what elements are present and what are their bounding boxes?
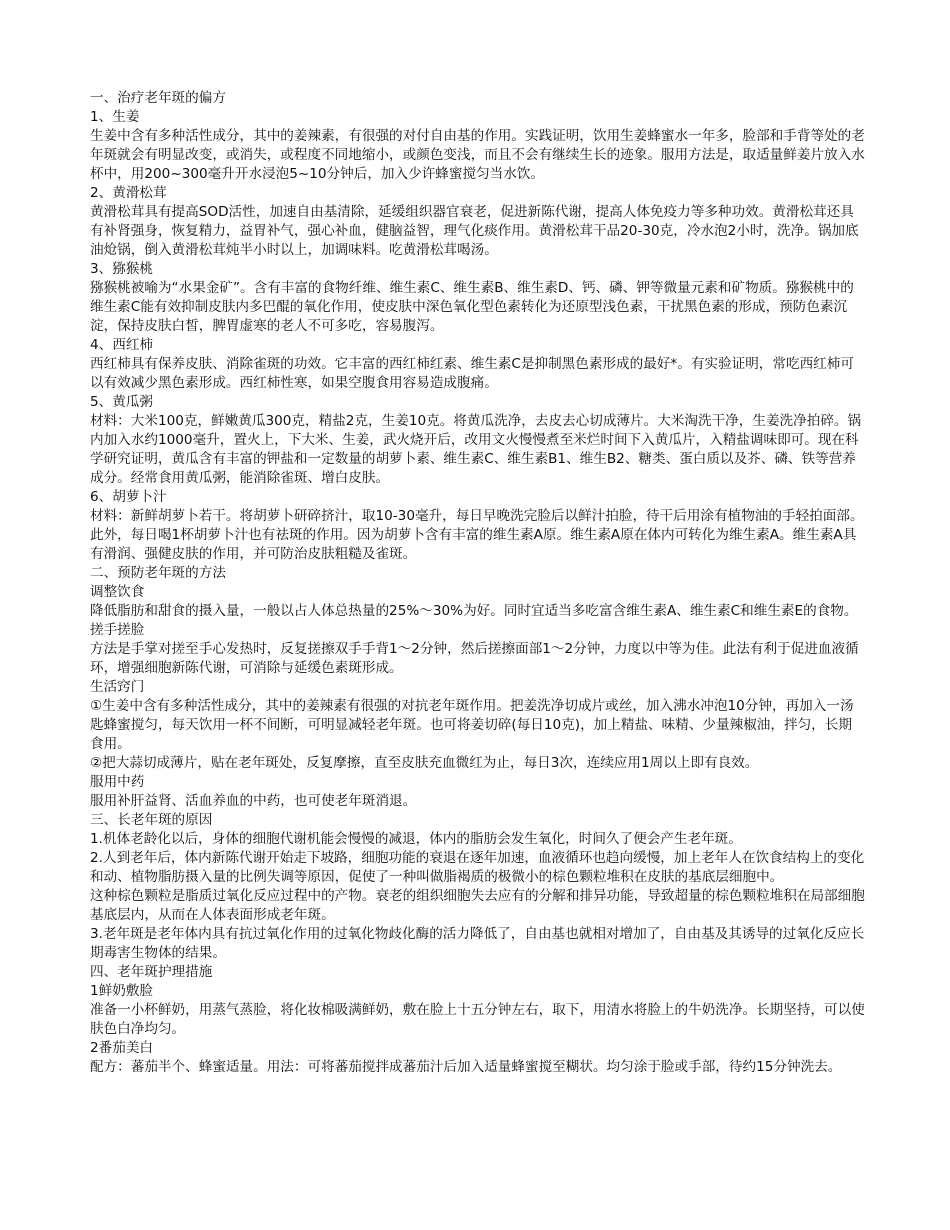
paragraph: 方法是手掌对搓至手心发热时，反复搓擦双手手背1～2分钟，然后搓擦面部1～2分钟，力度以中等为佳。此法有利于促进血液循环，增强细胞新陈代谢，可消除与延缓色素斑形成。 [90,641,859,676]
paragraph: 生姜中含有多种活性成分，其中的姜辣素，有很强的对付自由基的作用。实践证明，饮用生姜蜂蜜水一年多，脸部和手背等处的老年斑就会有明显改变，或消失，或程度不同地缩小，或颜色变浅，而且不会有继续生长的迹象。服用方法是，取适量鲜姜片放入水杯中，用200~300毫升开水浸泡5~10分钟后，加入少许蜂蜜搅匀当水饮。 [90,128,865,182]
subheading: 5、黄瓜粥 [90,394,154,410]
paragraph: 材料：新鲜胡萝卜若干。将胡萝卜研碎挤汁，取10-30毫升，每日早晚洗完脸后以鲜汁拍脸，待干后用涂有植物油的手轻拍面部。此外，每日喝1杯胡萝卜汁也有祛斑的作用。因为胡萝卜含有丰富的维生素A原。维生素A原在体内可转化为维生素A。维生素A具有滑润、强健皮肤的作用，并可防治皮肤粗糙及雀斑。 [90,508,864,562]
section-heading: 二、预防老年斑的方法 [90,565,226,581]
paragraph: 配方：蕃茄半个、蜂蜜适量。用法：可将蕃茄搅拌成蕃茄汁后加入适量蜂蜜搅至糊状。均匀涂于脸或手部，待约15分钟洗去。 [90,1059,842,1075]
section-heading: 三、长老年斑的原因 [90,812,213,828]
section-heading: 四、老年斑护理措施 [90,964,213,980]
paragraph: 黄滑松茸具有提高SOD活性，加速自由基清除，延缓组织器官衰老，促进新陈代谢，提高人体免疫力等多种功效。黄滑松茸还具有补肾强身，恢复精力，益胃补气，强心补血，健脑益智，理气化痰作用。黄滑松茸干品20-30克，冷水泡2小时，洗净。锅加底油炝锅，倒入黄滑松茸炖半小时以上，加调味料。吃黄滑松茸喝汤。 [90,204,859,258]
paragraph: 西红柿具有保养皮肤、消除雀斑的功效。它丰富的西红柿红素、维生素C是抑制黑色素形成的最好*。有实验证明，常吃西红柿可以有效减少黑色素形成。西红柿性寒，如果空腹食用容易造成腹痛。 [90,356,854,391]
subheading: 4、西红柿 [90,337,154,353]
paragraph: 2.人到老年后，体内新陈代谢开始走下坡路，细胞功能的衰退在逐年加速，血液循环也趋向缓慢，加上老年人在饮食结构上的变化和动、植物脂肪摄入量的比例失调等原因，促使了一种叫做脂褐质的极微小的棕色颗粒堆积在皮肤的基底层细胞中。 [90,850,865,885]
subheading: 2、黄滑松茸 [90,185,167,201]
section-heading: 一、治疗老年斑的偏方 [90,90,226,106]
subheading: 服用中药 [90,774,145,790]
paragraph: 服用补肝益肾、活血养血的中药，也可使老年斑消退。 [90,793,417,809]
subheading: 6、胡萝卜汁 [90,489,167,505]
paragraph: 降低脂肪和甜食的摄入量，一般以占人体总热量的25%～30%为好。同时宜适当多吃富含维生素A、维生素C和维生素E的食物。 [90,603,858,619]
subheading: 搓手搓脸 [90,622,145,638]
paragraph: 3.老年斑是老年体内具有抗过氧化作用的过氧化物歧化酶的活力降低了，自由基也就相对增加了，自由基及其诱导的过氧化反应长期毒害生物体的结果。 [90,926,865,961]
paragraph: ②把大蒜切成薄片，贴在老年斑处，反复摩擦，直至皮肤充血微红为止，每日3次，连续应用1周以上即有良效。 [90,755,759,771]
subheading: 2番茄美白 [90,1040,154,1056]
paragraph: 准备一小杯鲜奶，用蒸气蒸脸，将化妆棉吸满鲜奶，敷在脸上十五分钟左右，取下，用清水将脸上的牛奶洗净。长期坚持，可以使肤色白净均匀。 [90,1002,865,1037]
paragraph: 材料：大米100克，鲜嫩黄瓜300克，精盐2克，生姜10克。将黄瓜洗净，去皮去心切成薄片。大米淘洗干净，生姜洗净拍碎。锅内加入水约1000毫升，置火上，下大米、生姜，武火烧开后，改用文火慢慢煮至米烂时间下入黄瓜片，入精盐调味即可。现在科学研究证明，黄瓜含有丰富的钾盐和一定数量的胡萝卜素、维生素C、维生素B1、维生B2、糖类、蛋白质以及芥、磷、铁等营养成分。经常食用黄瓜粥，能消除雀斑、增白皮肤。 [90,413,862,486]
subheading: 调整饮食 [90,584,145,600]
paragraph: 1.机体老龄化以后，身体的细胞代谢机能会慢慢的减退，体内的脂肪会发生氧化，时间久了便会产生老年斑。 [90,831,742,847]
subheading: 1、生姜 [90,109,140,125]
subheading: 生活窍门 [90,679,145,695]
paragraph: 猕猴桃被喻为“水果金矿”。含有丰富的食物纤维、维生素C、维生素B、维生素D、钙、磷、钾等微量元素和矿物质。猕猴桃中的维生素C能有效抑制皮肤内多巴醌的氧化作用，使皮肤中深色氧化型色素转化为还原型浅色素，干扰黑色素的形成，预防色素沉淀，保持皮肤白皙，脾胃虚寒的老人不可多吃，容易腹泻。 [90,280,854,334]
document-body [90,89,865,1077]
paragraph: 这种棕色颗粒是脂质过氧化反应过程中的产物。衰老的组织细胞失去应有的分解和排异功能，导致超量的棕色颗粒堆积在局部细胞基底层内，从而在人体表面形成老年斑。 [90,888,865,923]
subheading: 1鲜奶敷脸 [90,983,154,999]
subheading: 3、猕猴桃 [90,261,154,277]
paragraph: ①生姜中含有多种活性成分，其中的姜辣素有很强的对抗老年斑作用。把姜洗净切成片或丝，加入沸水冲泡10分钟，再加入一汤匙蜂蜜搅匀，每天饮用一杯不间断，可明显减轻老年斑。也可将姜切碎(每日10克)，加上精盐、味精、少量辣椒油，拌匀，长期食用。 [90,698,854,752]
